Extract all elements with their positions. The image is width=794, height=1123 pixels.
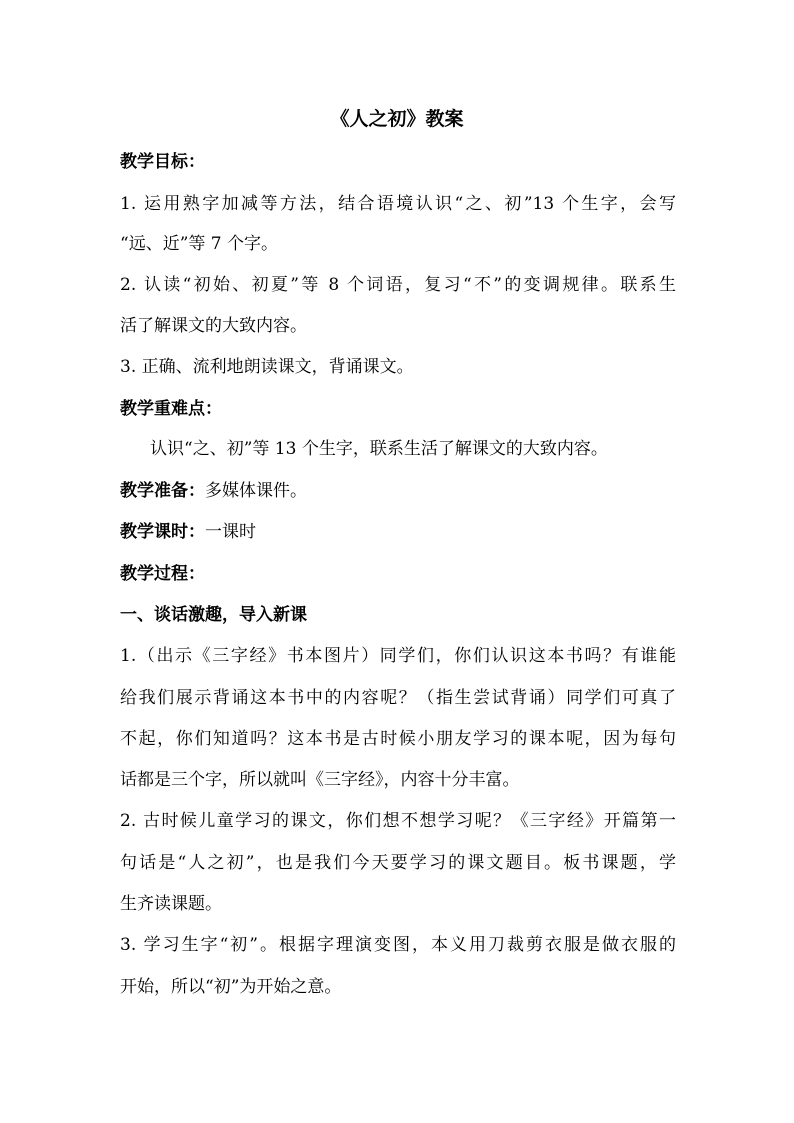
key-points-text: 认识“之、初”等 13 个生字，联系生活了解课文的大致内容。 (150, 439, 608, 459)
paragraph-1-line-3: 不起，你们知道吗？这本书是古时候小朋友学习的课本呢，因为每句 (120, 729, 676, 749)
paragraph-1-line-2: 给我们展示背诵这本书中的内容呢？（指生尝试背诵）同学们可真了 (120, 688, 676, 708)
goal-1-line-2: “远、近”等 7 个字。 (120, 234, 279, 254)
goal-3: 3. 正确、流利地朗读课文，背诵课文。 (120, 357, 414, 377)
paragraph-1-line-1: 1.（出示《三字经》书本图片）同学们，你们认识这本书吗？有谁能 (120, 646, 676, 666)
section-1-heading: 一、谈话激趣，导入新课 (120, 605, 307, 625)
goal-2-line-1: 2. 认读“初始、初夏”等 8 个词语，复习“不”的变调规律。联系生 (120, 275, 676, 295)
teaching-preparation (120, 479, 676, 503)
hours-label: 教学课时： (120, 522, 205, 542)
hours-value: 一课时 (205, 522, 256, 542)
paragraph-2-line-1: 2. 古时候儿童学习的课文，你们想不想学习呢？《三字经》开篇第一 (120, 811, 676, 831)
teaching-hours (120, 520, 676, 544)
document-title: 《人之初》教案 (330, 108, 464, 130)
preparation-value: 多媒体课件。 (205, 481, 307, 501)
paragraph-2-line-2: 句话是“人之初”，也是我们今天要学习的课文题目。板书课题，学 (120, 853, 676, 873)
goal-2-line-2: 活了解课文的大致内容。 (120, 316, 307, 336)
heading-key-points: 教学重难点： (120, 399, 222, 419)
paragraph-3-line-1: 3. 学习生字“初”。根据字理演变图，本义用刀裁剪衣服是做衣服的 (120, 935, 676, 955)
preparation-label: 教学准备： (120, 481, 205, 501)
goal-1-line-1: 1. 运用熟字加减等方法，结合语境认识“之、初”13 个生字，会写 (120, 194, 676, 214)
heading-teaching-goals: 教学目标： (120, 152, 205, 172)
paragraph-3-line-2: 开始，所以“初”为开始之意。 (120, 977, 342, 997)
paragraph-1-line-4: 话都是三个字，所以就叫《三字经》，内容十分丰富。 (120, 770, 520, 790)
heading-teaching-process: 教学过程： (120, 564, 205, 584)
paragraph-2-line-3: 生齐读课题。 (120, 894, 222, 914)
